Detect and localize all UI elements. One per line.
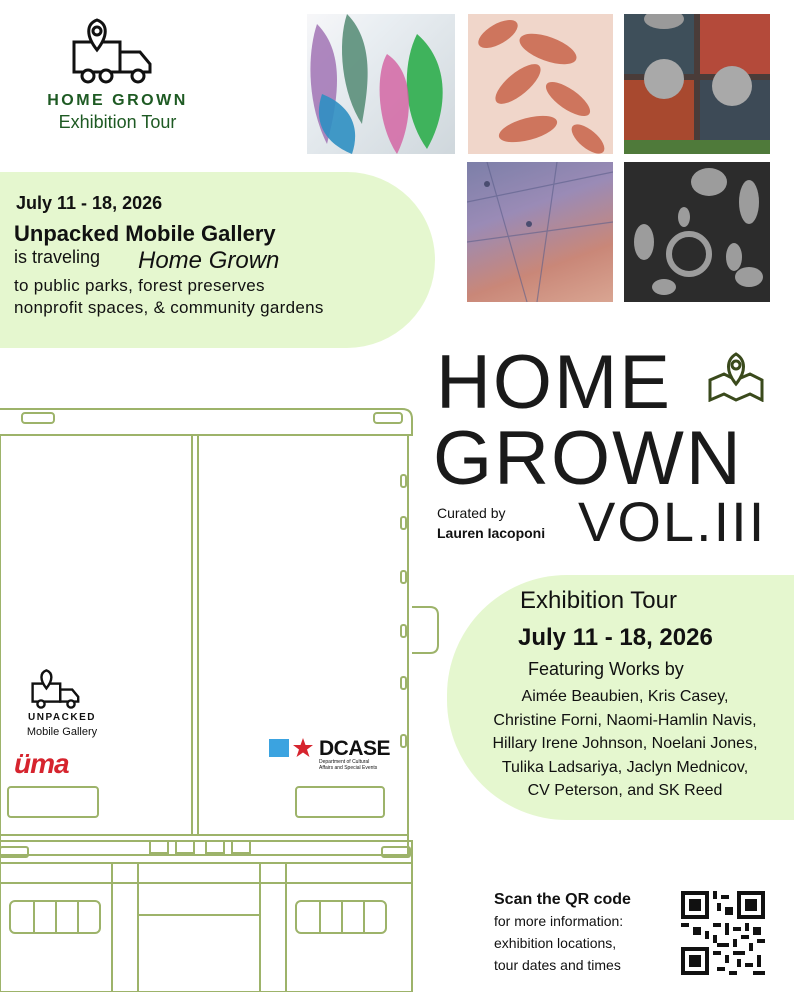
tour-dates: July 11 - 18, 2026 <box>518 624 713 651</box>
intro-line-1: to public parks, forest preserves <box>14 276 265 295</box>
artist-line: CV Peterson, and SK Reed <box>527 782 723 799</box>
truck-pin-icon <box>28 668 84 710</box>
artwork-leaves-image <box>307 14 455 154</box>
featuring-label: Featuring Works by <box>528 659 684 679</box>
dcase-logo <box>269 737 391 771</box>
dcase-subtitle: Department of Cultural Affairs and Special Events <box>319 759 378 771</box>
title-volume: VOL.III <box>578 490 767 553</box>
artist-list <box>455 685 794 803</box>
artist-line: Aimée Beaubien, Kris Casey, <box>521 688 729 705</box>
uma-logo: üma <box>14 748 69 779</box>
logo-subtitle: Exhibition Tour <box>58 112 177 132</box>
unpacked-subtitle: Mobile Gallery <box>26 726 98 738</box>
unpacked-title: UNPACKED <box>28 712 96 723</box>
artwork-textile-coins-image <box>624 14 770 154</box>
title-grown: GROWN <box>433 416 743 501</box>
truck-body <box>0 435 408 855</box>
curated-by-label: Curated by <box>437 505 506 521</box>
chicago-star-icon <box>269 737 317 759</box>
logo-title: HOME GROWN <box>47 92 188 109</box>
truck-pin-icon <box>68 14 158 90</box>
map-pin-icon <box>706 350 766 402</box>
qr-heading: Scan the QR code <box>494 891 631 908</box>
qr-line-1: for more information: <box>494 913 624 929</box>
home-grown-logo <box>30 14 205 144</box>
artwork-silver-shapes-image <box>624 162 770 302</box>
artist-line: Tulika Ladsariya, Jaclyn Mednicov, <box>501 758 749 776</box>
intro-gallery-name: Unpacked Mobile Gallery <box>14 221 276 246</box>
qr-line-2: exhibition locations, <box>494 935 617 951</box>
tour-heading: Exhibition Tour <box>520 587 677 614</box>
truck-roof <box>0 409 412 435</box>
qr-line-3: tour dates and times <box>494 957 621 973</box>
intro-line-2: nonprofit spaces, & community gardens <box>14 298 324 317</box>
artist-line: Hillary Irene Johnson, Noelani Jones, <box>492 735 758 752</box>
dcase-name: DCASE <box>319 737 391 760</box>
curator-name: Lauren Iacoponi <box>437 525 546 541</box>
title-home: HOME <box>436 340 672 425</box>
intro-show-name: Home Grown <box>138 247 280 274</box>
artist-line: Christine Forni, Naomi-Hamlin Navis, <box>493 711 757 729</box>
intro-traveling: is traveling <box>14 247 101 267</box>
artwork-textured-paint-image <box>467 162 613 302</box>
qr-code[interactable] <box>681 891 765 975</box>
artwork-red-feathers-image <box>468 14 613 154</box>
intro-dates: July 11 - 18, 2026 <box>16 193 163 213</box>
